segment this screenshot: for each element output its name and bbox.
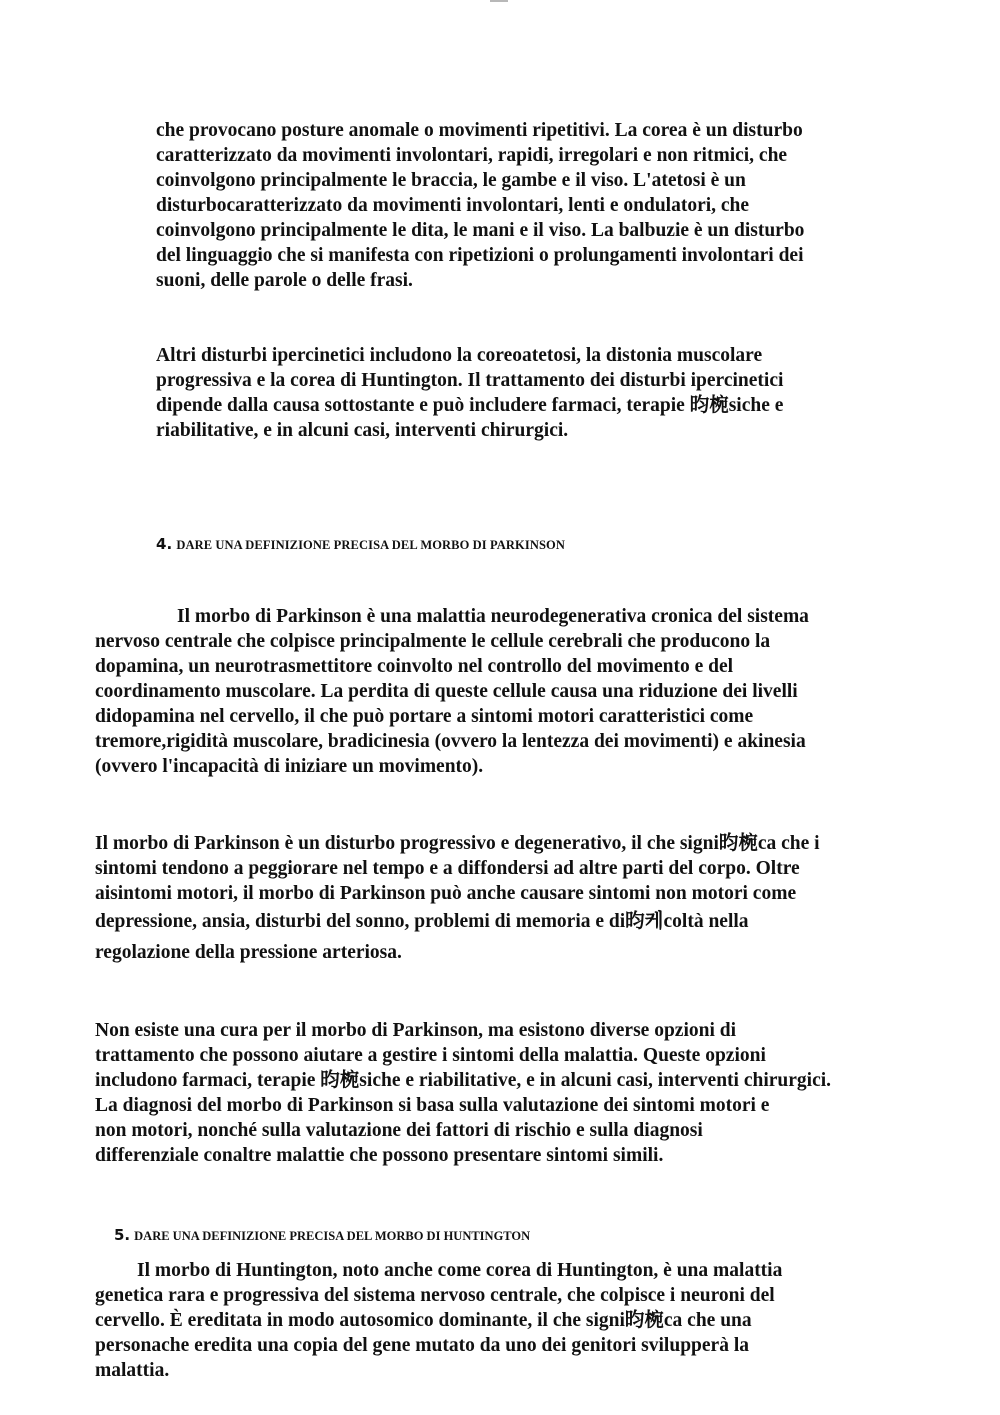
text-line: disturbocaratterizzato da movimenti involontari, lenti e ondulatori, che — [156, 195, 750, 216]
section-title: DARE UNA DEFINIZIONE PRECISA DEL MORBO DI HUNTINGTON — [134, 1229, 531, 1243]
text-line: coordinamento muscolare. La perdita di queste cellule causa una riduzione dei livelli — [95, 681, 798, 702]
text-line: Non esiste una cura per il morbo di Parkinson, ma esistono diverse opzioni di — [95, 1020, 737, 1041]
text-line: cervello. È ereditata in modo autosomico dominante, il che signi昀椀ca che una — [95, 1310, 752, 1331]
paragraph-huntington-definition — [95, 1258, 895, 1383]
text-line: non motori, nonché sulla valutazione dei fattori di rischio e sulla diagnosi — [95, 1120, 703, 1141]
text-line: progressiva e la corea di Huntington. Il trattamento dei disturbi ipercinetici — [156, 370, 784, 391]
text-line: che provocano posture anomale o movimenti ripetitivi. La corea è un disturbo — [156, 120, 803, 141]
paragraph-parkinson-treatment — [95, 1018, 905, 1168]
paragraph-other-disorders — [156, 343, 876, 443]
text-line: nervoso centrale che colpisce principalmente le cellule cerebrali che producono la — [95, 631, 771, 652]
page-top-mark — [490, 0, 508, 2]
text-line: riabilitative, e in alcuni casi, interventi chirurgici. — [156, 420, 569, 441]
text-line: caratterizzato da movimenti involontari, rapidi, irregolari e non ritmici, che — [156, 145, 788, 166]
text-line: Il morbo di Parkinson è una malattia neurodegenerativa cronica del sistema — [177, 606, 809, 627]
text-line: Il morbo di Parkinson è un disturbo progressivo e degenerativo, il che signi昀椀ca che i — [95, 833, 820, 854]
text-line: dopamina, un neurotrasmettitore coinvolto nel controllo del movimento e del — [95, 656, 734, 677]
text-line: depressione, ansia, disturbi del sonno, problemi di memoria e di昀케coltà nella — [95, 911, 749, 932]
text-line: La diagnosi del morbo di Parkinson si basa sulla valutazione dei sintomi motori e — [95, 1095, 770, 1116]
paragraph-parkinson-progression — [95, 831, 915, 968]
text-line: Il morbo di Huntington, noto anche come corea di Huntington, è una malattia — [137, 1260, 783, 1281]
section-heading-huntington — [114, 1226, 530, 1244]
section-number: 5. — [114, 1226, 131, 1244]
text-line: Altri disturbi ipercinetici includono la coreoatetosi, la distonia muscolare — [156, 345, 763, 366]
text-line: (ovvero l'incapacità di iniziare un movimento). — [95, 756, 484, 777]
text-line: coinvolgono principalmente le braccia, le gambe e il viso. L'atetosi è un — [156, 170, 746, 191]
text-line: includono farmaci, terapie 昀椀siche e riabilitative, e in alcuni casi, interventi chirurgici. — [95, 1070, 832, 1091]
text-line: dipende dalla causa sottostante e può includere farmaci, terapie 昀椀siche e — [156, 395, 784, 416]
section-number: 4. — [156, 535, 173, 553]
text-line: sintomi tendono a peggiorare nel tempo e a diffondersi ad altre parti del corpo. Oltre — [95, 858, 800, 879]
text-line: aisintomi motori, il morbo di Parkinson può anche causare sintomi non motori come — [95, 883, 797, 904]
text-line: coinvolgono principalmente le dita, le mani e il viso. La balbuzie è un disturbo — [156, 220, 805, 241]
text-line: trattamento che possono aiutare a gestire i sintomi della malattia. Queste opzioni — [95, 1045, 766, 1066]
section-heading-parkinson — [156, 535, 565, 553]
text-line: regolazione della pressione arteriosa. — [95, 942, 402, 963]
text-line: suoni, delle parole o delle frasi. — [156, 270, 413, 291]
text-line: malattia. — [95, 1360, 170, 1381]
text-line: differenziale conaltre malattie che possono presentare sintomi simili. — [95, 1145, 664, 1166]
text-line: tremore,rigidità muscolare, bradicinesia (ovvero la lentezza dei movimenti) e akinesia — [95, 731, 806, 752]
section-title: DARE UNA DEFINIZIONE PRECISA DEL MORBO DI PARKINSON — [176, 538, 565, 552]
text-line: didopamina nel cervello, il che può portare a sintomi motori caratteristici come — [95, 706, 754, 727]
paragraph-hyperkinetic-disorders — [156, 118, 916, 293]
text-line: personache eredita una copia del gene mutato da uno dei genitori svilupperà la — [95, 1335, 749, 1356]
text-line: genetica rara e progressiva del sistema nervoso centrale, che colpisce i neuroni del — [95, 1285, 775, 1306]
paragraph-parkinson-definition — [95, 604, 925, 779]
text-line: del linguaggio che si manifesta con ripetizioni o prolungamenti involontari dei — [156, 245, 804, 266]
